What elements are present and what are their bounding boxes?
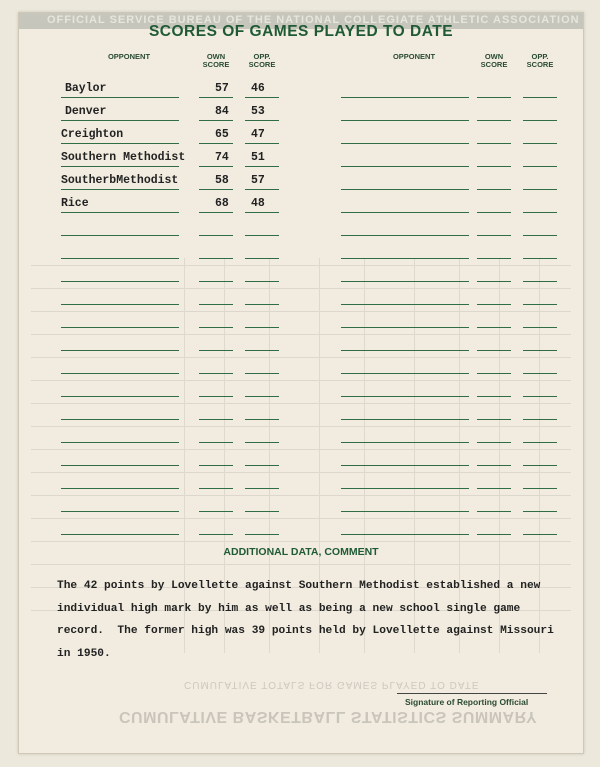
form-rule [341,212,469,213]
form-rule [61,189,179,190]
form-rule [523,212,557,213]
form-rule [523,350,557,351]
bleed-rule [31,357,571,358]
form-rule [341,465,469,466]
comment-line: The 42 points by Lovellette against Southern Methodist established a new [57,580,541,592]
game-own-score: 65 [215,128,229,141]
bleed-rule [31,380,571,381]
form-rule [61,166,179,167]
form-rule [245,143,279,144]
form-rule [341,488,469,489]
form-rule [341,189,469,190]
game-own-score: 68 [215,197,229,210]
form-rule [341,534,469,535]
form-rule [61,304,179,305]
form-rule [477,166,511,167]
bleed-rule [31,495,571,496]
bleed-title: CUMULATIVE BASKETBALL STATISTICS SUMMARY [119,708,538,725]
form-rule [245,304,279,305]
form-rule [341,327,469,328]
col-opponent-left: OPPONENT [107,52,151,61]
comment-line: individual high mark by him as well as being a new school single game [57,602,521,615]
form-rule [245,258,279,259]
form-rule [61,120,179,121]
form-rule [341,396,469,397]
form-rule [477,304,511,305]
game-opponent: SoutherbMethodist [61,174,179,187]
form-rule [61,442,179,443]
form-rule [523,442,557,443]
bleed-rule [31,265,571,266]
form-rule [199,373,233,374]
game-opp-score: 48 [251,197,265,210]
bleed-rule [31,426,571,427]
bleed-rule [31,541,571,542]
form-rule [341,120,469,121]
game-opp-score: 53 [251,105,265,118]
form-rule [245,419,279,420]
game-opp-score: 47 [251,128,265,141]
form-rule [477,373,511,374]
form-rule [61,235,179,236]
form-rule [523,396,557,397]
form-rule [199,212,233,213]
form-rule [199,189,233,190]
form-rule [61,143,179,144]
form-rule [61,258,179,259]
bleed-rule [31,311,571,312]
form-rule [341,166,469,167]
form-rule [477,534,511,535]
form-rule [477,281,511,282]
form-rule [199,166,233,167]
form-rule [523,189,557,190]
game-opp-score: 57 [251,174,265,187]
form-rule [61,488,179,489]
bleed-rule [31,518,571,519]
game-opponent: Baylor [65,82,107,95]
form-rule [61,281,179,282]
col-opponent-right: OPPONENT [392,52,436,61]
form-rule [477,258,511,259]
form-rule [245,534,279,535]
form-rule [477,189,511,190]
form-rule [199,488,233,489]
form-rule [245,281,279,282]
form-rule [341,281,469,282]
form-rule [245,189,279,190]
col-opp-score-right: OPP. SCORE [526,52,554,69]
comment-line: in 1950. [57,647,111,660]
bleed-rule [31,564,571,565]
bleed-rule [31,472,571,473]
game-own-score: 84 [215,105,229,118]
score-sheet [18,12,584,754]
game-own-score: 74 [215,151,229,164]
form-rule [477,212,511,213]
bleed-rule [31,449,571,450]
form-rule [61,327,179,328]
form-rule [523,166,557,167]
form-rule [245,120,279,121]
game-opponent: Rice [61,197,89,210]
form-rule [61,212,179,213]
form-rule [477,120,511,121]
form-rule [245,327,279,328]
form-rule [245,465,279,466]
form-rule [199,534,233,535]
form-rule [523,281,557,282]
form-rule [477,235,511,236]
form-rule [523,120,557,121]
form-rule [341,235,469,236]
bleed-rule [31,334,571,335]
signature-label: Signature of Reporting Official [405,697,529,707]
form-rule [523,488,557,489]
form-rule [245,97,279,98]
form-rule [523,143,557,144]
form-rule [61,396,179,397]
form-rule [61,419,179,420]
form-rule [245,488,279,489]
form-rule [341,143,469,144]
form-rule [199,97,233,98]
form-rule [245,511,279,512]
form-rule [199,419,233,420]
col-own-score-left: OWN SCORE [202,52,230,69]
form-rule [199,281,233,282]
form-rule [341,511,469,512]
form-rule [199,350,233,351]
comment-line: record. The former high was 39 points held by Lovellette against Missouri [57,625,554,637]
form-rule [245,442,279,443]
form-rule [477,143,511,144]
form-rule [523,511,557,512]
form-rule [523,97,557,98]
game-opp-score: 51 [251,151,265,164]
game-opponent: Creighton [61,128,124,141]
form-rule [523,304,557,305]
form-rule [523,235,557,236]
game-own-score: 58 [215,174,229,187]
game-opponent: Southern Methodist [61,151,186,164]
form-rule [199,442,233,443]
form-rule [477,97,511,98]
form-rule [341,442,469,443]
form-rule [341,304,469,305]
signature-line [397,693,547,694]
form-rule [523,327,557,328]
form-rule [199,120,233,121]
form-rule [245,235,279,236]
bleed-subtitle: CUMULATIVE TOTALS FOR GAMES PLAYED TO DATE [184,679,480,690]
form-rule [199,304,233,305]
game-own-score: 57 [215,82,229,95]
form-rule [523,258,557,259]
form-rule [477,465,511,466]
form-rule [245,212,279,213]
bleed-rule [31,288,571,289]
form-rule [523,419,557,420]
form-rule [477,419,511,420]
form-rule [341,419,469,420]
form-rule [199,396,233,397]
form-rule [341,258,469,259]
form-rule [61,350,179,351]
form-rule [341,97,469,98]
form-rule [61,373,179,374]
form-rule [245,373,279,374]
game-opponent: Denver [65,105,107,118]
form-rule [61,511,179,512]
form-rule [523,373,557,374]
form-rule [477,327,511,328]
game-opp-score: 46 [251,82,265,95]
bleed-header-text: OFFICIAL SERVICE BUREAU OF THE NATIONAL COLLEGIATE ATHLETIC ASSOCIATION [47,14,580,26]
bleed-rule [31,403,571,404]
form-rule [477,396,511,397]
form-rule [477,350,511,351]
form-rule [199,258,233,259]
form-rule [61,97,179,98]
form-rule [523,534,557,535]
form-rule [245,166,279,167]
form-rule [199,511,233,512]
form-rule [341,373,469,374]
page-title: SCORES OF GAMES PLAYED TO DATE [148,23,454,40]
additional-data-title: ADDITIONAL DATA, COMMENT [223,546,379,558]
form-rule [61,534,179,535]
form-rule [245,396,279,397]
col-opp-score-left: OPP. SCORE [248,52,276,69]
form-rule [199,465,233,466]
form-rule [477,442,511,443]
form-rule [61,465,179,466]
form-rule [341,350,469,351]
form-rule [523,465,557,466]
form-rule [477,488,511,489]
col-own-score-right: OWN SCORE [480,52,508,69]
form-rule [199,143,233,144]
form-rule [477,511,511,512]
form-rule [245,350,279,351]
form-rule [199,235,233,236]
comment-text [57,575,577,665]
form-rule [199,327,233,328]
